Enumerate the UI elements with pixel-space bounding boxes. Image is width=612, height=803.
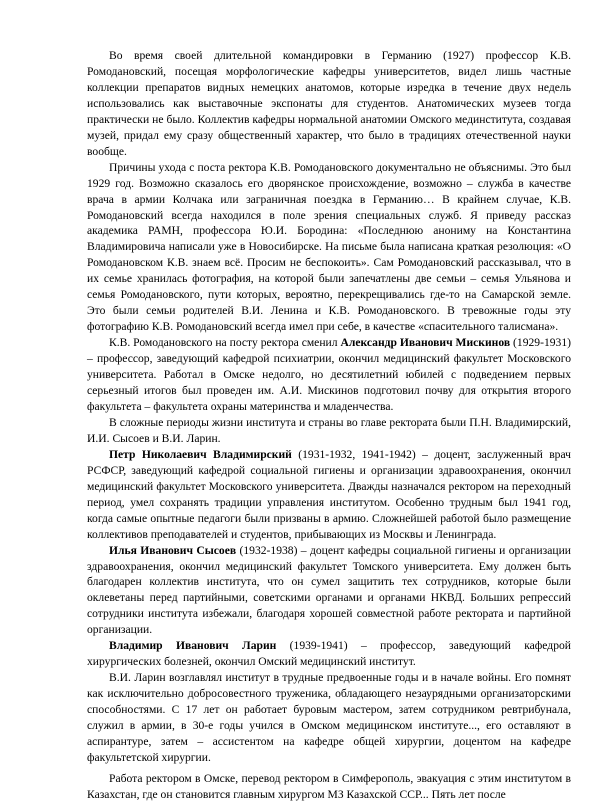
paragraph-text: (1939-1941) – профессор, заведующий кафедрой хирургических болезней, окончил Омский медицинский институт. [87, 639, 571, 669]
paragraph [87, 543, 571, 639]
person-name: Илья Иванович Сысоев [109, 543, 237, 557]
paragraph-text: Во время своей длительной командировки в Германию (1927) профессор К.В. Ромодановский, посещая морфологические кафедры университетов, видел лишь частные коллекции препаратов видных немецких анатомов, которые изредка в течение двух недель использовались как выставочные экспонаты для студентов. Анатомических музеев тогда практически не было. Коллектив кафедры нормальной анатомии Омского мединститута, создавая музей, придал ему сразу общественный характер, что было в традициях отечественной науки вообще. [87, 49, 571, 158]
paragraph [87, 335, 571, 415]
paragraph-text: Причины ухода с поста ректора К.В. Ромодановского документально не объяснимы. Это был 1929 год. Возможно сказалось его дворянское происхождение, возможно – служба в качестве врача в армии Колчака или заграничная поездка в Германию… В крайнем случае, К.В. Ромодановский всегда находился в поле зрения специальных служб. Я приведу рассказ академика РАМН, профессора Ю.И. Бородина: «Последнюю анониму на Константина Владимировича написали уже в Новосибирске. На письме была написана краткая резолюция: «О Ромодановском К.В. знаем всё. Просим не беспокоить». Сам Ромодановский рассказывал, что в их семье хранилась фотография, на которой были запечатлены две семьи – семья Ульянова и семья Ромодановского, пути которых, вероятно, перекрещивались где-то на Самарской земле. Это были семьи родителей В.И. Ленина и К.В. Ромодановского. В тревожные годы эту фотографию К.В. Ромодановский всегда имел при себе, в качестве «спасительного талисмана». [87, 160, 571, 334]
paragraph-text: (1932-1938) – доцент кафедры социальной гигиены и организации здравоохранения, окончил медицинский факультет Томского университета. Ему должен быть благодарен коллектив института, что он сумел защитить тех сотрудников, которые были оклеветаны перед партийными, советскими органами и органами НКВД. Больших репрессий сотрудники института избежали, благодаря хорошей совместной работе ректората и партийной организации. [87, 543, 571, 637]
paragraph [87, 670, 571, 766]
paragraph [87, 48, 571, 160]
paragraph [87, 638, 571, 670]
paragraph [87, 415, 571, 447]
person-name: Александр Иванович Мискинов [340, 336, 511, 350]
document-page [87, 48, 571, 803]
paragraph-text: К.В. Ромодановского на посту ректора сменил [109, 336, 341, 350]
paragraph-text: (1931-1932, 1941-1942) – доцент, заслуженный врач РСФСР, заведующий кафедрой социальной гигиены и организации здравоохранения, окончил медицинский факультет Московского университета. Дважды назначался ректором на переходный период, умел сохранять традиции управления институтом. Особенно трудным был 1941 год, когда самые опытные педагоги были призваны в армию. Сложнейшей работой было размещение коллективов преподавателей и студентов, прибывающих из Москвы и Ленинграда. [87, 447, 571, 541]
paragraph-text: В сложные периоды жизни института и страны во главе ректората были П.Н. Владимирский, И.И. Сысоев и В.И. Ларин. [87, 415, 571, 445]
paragraph [87, 447, 571, 543]
person-name: Петр Николаевич Владимирский [109, 447, 292, 461]
paragraph [87, 771, 571, 803]
person-name: Владимир Иванович Ларин [109, 639, 277, 653]
paragraph-text: Работа ректором в Омске, перевод ректором в Симферополь, эвакуация с этим институтом в Казахстан, где он становится главным хирургом МЗ Казахской ССР... Пять лет после [87, 771, 571, 801]
paragraph [87, 160, 571, 335]
paragraph-text: В.И. Ларин возглавлял институт в трудные предвоенные годы и в начале войны. Его помнят как исключительно добросовестного труженика, обладающего незаурядными организаторскими способностями. С 17 лет он работает буровым мастером, затем сотрудником ревтрибунала, служил в армии, в 30-е годы учился в Омском медицинском институте..., его оставляют в аспирантуре, затем – ассистентом на кафедре общей хирургии, доцентом на кафедре факультетской хирургии. [87, 671, 571, 764]
paragraph-text: (1929-1931) – профессор, заведующий кафедрой психиатрии, окончил медицинский факультет Московского университета. Работал в Омске недолго, но десятилетний юбилей с подведением первых серьезный итогов был проведен им. А.И. Мискинов подготовил почву для открытия второго факультета – факультета охраны материнства и младенчества. [87, 336, 572, 413]
